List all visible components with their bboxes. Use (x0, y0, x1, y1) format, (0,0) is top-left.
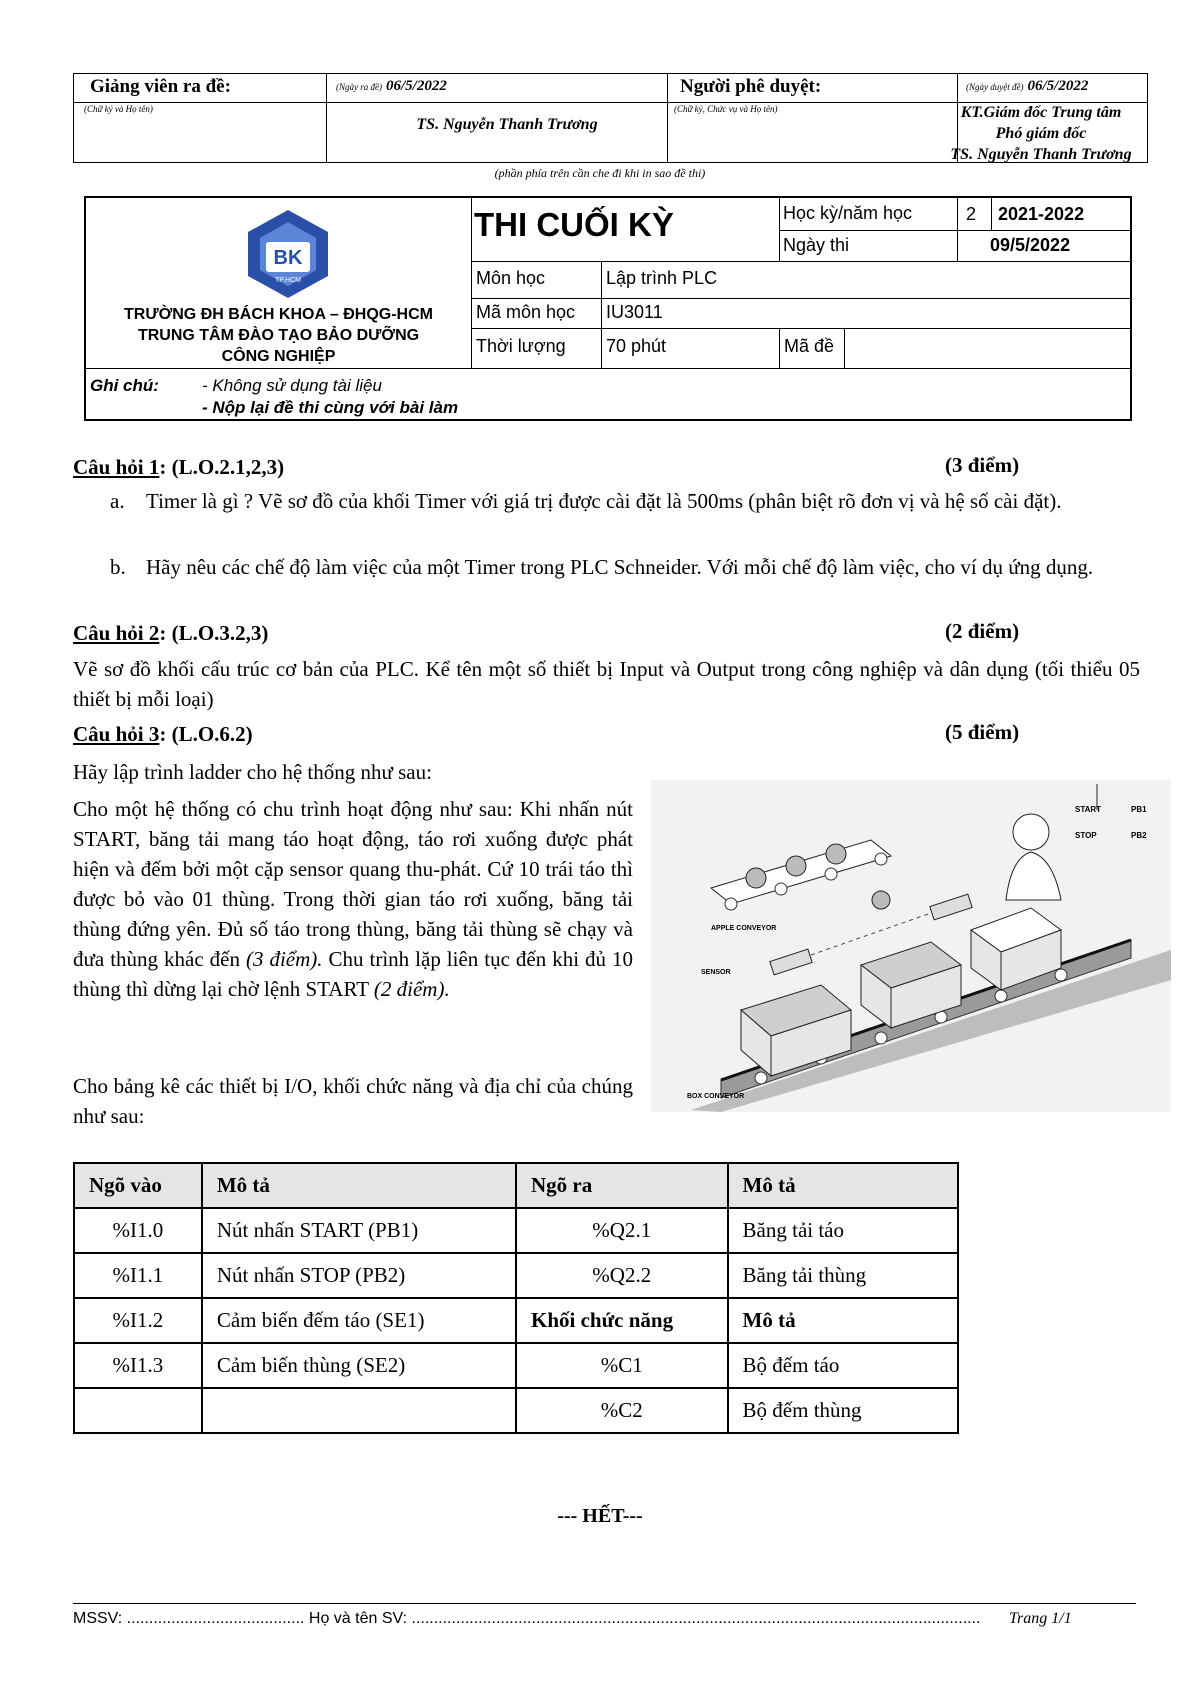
approver-title2: Phó giám đốc (995, 125, 1087, 142)
table-row (74, 1253, 958, 1298)
semester-label: Học kỳ/năm học (783, 203, 913, 223)
q1-item-a (110, 487, 1140, 516)
q3-desc-points1: (3 điểm). (245, 947, 323, 971)
figure-background (651, 780, 1171, 1112)
setter-date: 06/5/2022 (386, 78, 447, 94)
approver-date-line (966, 77, 1088, 95)
divider (779, 328, 780, 368)
year-value: 2021-2022 (998, 204, 1085, 224)
cell-input: %I1.3 (74, 1343, 202, 1388)
q3-description (73, 794, 633, 1004)
code-value: IU3011 (606, 302, 663, 322)
apple (786, 856, 806, 876)
q3-label: Câu hỏi 3 (73, 722, 160, 746)
cell-function: %C2 (516, 1388, 728, 1433)
q1-heading (73, 453, 284, 482)
divider (844, 328, 845, 368)
cell-input-desc: Cảm biến thùng (SE2) (202, 1343, 516, 1388)
school-line2: TRUNG TÂM ĐÀO TẠO BẢO DƯỠNG (137, 327, 420, 344)
header-input: Ngõ vào (74, 1163, 202, 1208)
version-label: Mã đề (784, 336, 835, 356)
exam-header-box (84, 196, 1132, 421)
q3-intro: Hãy lập trình ladder cho hệ thống như sau: (73, 760, 432, 784)
q1-lo: : (L.O.2.1,2,3) (159, 455, 285, 479)
roller (875, 1032, 887, 1044)
roller (825, 868, 837, 880)
io-table (73, 1162, 959, 1434)
q3-lo: : (L.O.6.2) (159, 722, 253, 746)
table-row (74, 1208, 958, 1253)
operator-head (1013, 814, 1049, 850)
cell-input: %I1.1 (74, 1253, 202, 1298)
approver-sign-caption: (Chữ ký, Chức vụ và Họ tên) (674, 104, 778, 114)
q3-points: (5 điểm) (945, 720, 1020, 744)
apple (872, 891, 890, 909)
cell-input: %I1.0 (74, 1208, 202, 1253)
cell-output-desc: Băng tải táo (728, 1208, 958, 1253)
end-marker: --- HẾT--- (557, 1505, 643, 1527)
approval-box (73, 73, 1148, 163)
cell-output: %Q2.2 (516, 1253, 728, 1298)
subject-value: Lập trình PLC (606, 268, 718, 288)
logo-subtext: TP.HCM (275, 277, 301, 284)
semester-value: 2 (966, 204, 977, 224)
q2-label: Câu hỏi 2 (73, 621, 160, 645)
fig-apple-conveyor-label: APPLE CONVEYOR (711, 925, 777, 932)
note-line2: - Nộp lại đề thi cùng với bài làm (202, 398, 459, 417)
divider (779, 230, 1132, 231)
cell-function-desc: Bộ đếm thùng (728, 1388, 958, 1433)
cell-output-desc: Băng tải thùng (728, 1253, 958, 1298)
q2-text: Vẽ sơ đồ khối cấu trúc cơ bản của PLC. Kể tên một số thiết bị Input và Output trong công nghiệp và dân dụng (tối thiểu 05 thiết bị mỗi loại) (73, 657, 1140, 711)
header-output-desc: Mô tả (728, 1163, 958, 1208)
divider (471, 261, 1132, 262)
divider (86, 368, 1132, 369)
conveyor-illustration (651, 780, 1171, 1112)
footer-student-name: Họ và tên SV: ................................................................................................................................ (308, 1610, 981, 1627)
q3-desc-cont: Chu trình lặp liên tục đến khi đủ 10 thùng thì dừng lại chờ lệnh START (73, 947, 634, 1001)
apple (746, 868, 766, 888)
fig-box-conveyor-label: BOX CONVEYOR (687, 1093, 745, 1100)
footer-mssv: MSSV: ........................................ (73, 1610, 305, 1627)
logo-text: BK (273, 247, 303, 269)
duration-value: 70 phút (606, 336, 667, 356)
cell-input-desc: Nút nhấn START (PB1) (202, 1208, 516, 1253)
divider (991, 198, 992, 230)
setter-sign-caption: (Chữ ký và Họ tên) (84, 104, 153, 114)
approver-date: 06/5/2022 (1027, 78, 1089, 94)
cell-function-desc-header: Mô tả (728, 1298, 958, 1343)
roller (875, 853, 887, 865)
footer-rule (73, 1603, 1136, 1604)
q3-heading (73, 720, 253, 749)
footer-page: Trang 1/1 (1009, 1610, 1072, 1627)
setter-label: Giảng viên ra đề: (90, 76, 231, 97)
subject-label: Môn học (476, 268, 546, 288)
table-header-row (74, 1163, 958, 1208)
approver-label: Người phê duyệt: (680, 76, 822, 97)
q1-a-letter: a. (110, 489, 125, 513)
header-input-desc: Mô tả (202, 1163, 516, 1208)
approver-signature (936, 102, 1146, 165)
fig-pb1-label: PB1 (1131, 805, 1147, 814)
table-row (74, 1343, 958, 1388)
table-row (74, 1388, 958, 1433)
fig-pb2-label: PB2 (1131, 831, 1147, 840)
cell-function: %C1 (516, 1343, 728, 1388)
roller (995, 990, 1007, 1002)
cell-input (74, 1388, 202, 1433)
roller (1055, 969, 1067, 981)
code-label: Mã môn học (476, 302, 576, 322)
setter-date-caption: (Ngày ra đề) (336, 82, 382, 92)
q1-a-text: Timer là gì ? Vẽ sơ đồ của khối Timer với giá trị được cài đặt là 500ms (phân biệt rõ đơn vị và hệ số cài đặt). (146, 489, 1062, 513)
approver-name: TS. Nguyễn Thanh Trương (950, 146, 1132, 163)
divider (601, 261, 602, 368)
approver-date-caption: (Ngày duyệt đề) (966, 82, 1024, 92)
approver-title1: KT.Giám đốc Trung tâm (960, 104, 1122, 121)
date-value: 09/5/2022 (990, 235, 1071, 255)
q2-points: (2 điểm) (945, 619, 1020, 643)
cell-function-desc: Bộ đếm táo (728, 1343, 958, 1388)
fig-start-label: START (1075, 805, 1102, 814)
footer (73, 1610, 1072, 1628)
cover-note: (phần phía trên cần che đi khi in sao đề thi) (494, 166, 706, 180)
school-logo (228, 208, 348, 298)
header-output: Ngõ ra (516, 1163, 728, 1208)
divider (471, 298, 1132, 299)
apple (826, 844, 846, 864)
school-line3: CÔNG NGHIỆP (221, 348, 336, 365)
q3-desc-points2: (2 điểm). (373, 977, 450, 1001)
divider (471, 328, 1132, 329)
school-name (86, 304, 471, 367)
q3-table-intro: Cho bảng kê các thiết bị I/O, khối chức năng và địa chỉ của chúng như sau: (73, 1074, 633, 1128)
q1-b-text: Hãy nêu các chế độ làm việc của một Timer trong PLC Schneider. Với mỗi chế độ làm việc, cho ví dụ ứng dụng. (146, 555, 1094, 579)
school-line1: TRƯỜNG ĐH BÁCH KHOA – ĐHQG-HCM (124, 306, 433, 323)
q2-lo: : (L.O.3.2,3) (159, 621, 269, 645)
exam-title: THI CUỐI KỲ (474, 206, 674, 243)
duration-label: Thời lượng (476, 336, 566, 356)
cell-input-desc: Cảm biến đếm táo (SE1) (202, 1298, 516, 1343)
cell-input: %I1.2 (74, 1298, 202, 1343)
cell-input-desc: Nút nhấn STOP (PB2) (202, 1253, 516, 1298)
q1-label: Câu hỏi 1 (73, 455, 160, 479)
q1-points: (3 điểm) (945, 453, 1020, 477)
roller (775, 883, 787, 895)
note-line1: - Không sử dụng tài liệu (202, 376, 382, 395)
q2-heading (73, 619, 268, 648)
note-label: Ghi chú: (90, 376, 159, 395)
cell-function-header: Khối chức năng (516, 1298, 728, 1343)
date-label: Ngày thi (783, 235, 850, 255)
cell-output: %Q2.1 (516, 1208, 728, 1253)
q3-desc-main: Cho một hệ thống có chu trình hoạt động như sau: Khi nhấn nút START, băng tải mang táo hoạt động, táo rơi xuống được phát hiện và đếm bởi một cặp sensor quang thu-phát. Cứ 10 trái táo thì được bỏ vào 01 thùng. Trong thời gian táo rơi xuống, băng tải thùng đứng yên. Đủ số táo trong thùng, băng tải thùng sẽ chạy và đưa thùng khác đến (73, 797, 633, 971)
q1-item-b (110, 553, 1140, 582)
fig-sensor-label: SENSOR (701, 969, 731, 976)
roller (755, 1072, 767, 1084)
table-row (74, 1298, 958, 1343)
q1-b-letter: b. (110, 555, 126, 579)
setter-date-line (336, 77, 447, 95)
divider (471, 198, 472, 368)
fig-stop-label: STOP (1075, 831, 1097, 840)
roller (725, 898, 737, 910)
cell-input-desc (202, 1388, 516, 1433)
setter-name: TS. Nguyễn Thanh Trương (416, 116, 598, 133)
